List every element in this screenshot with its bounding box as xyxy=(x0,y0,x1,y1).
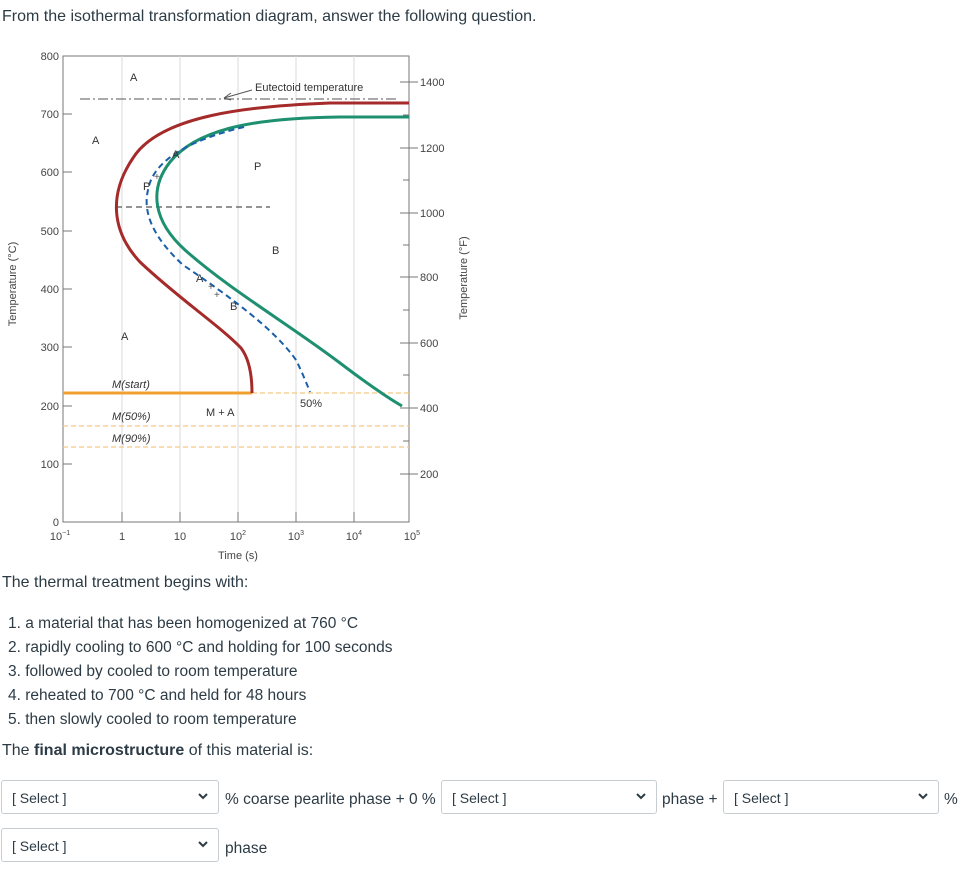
y-left-tick: 400 xyxy=(40,284,59,296)
select-value: [ Select ] xyxy=(734,790,789,806)
answer-select-3[interactable] xyxy=(723,780,939,814)
y-right-axis-label: Temperature (°F) xyxy=(458,236,470,320)
x-tick: $10^2$ xyxy=(229,530,247,543)
y-right-tick: 1200 xyxy=(420,143,445,155)
select-value: [ Select ] xyxy=(452,790,507,806)
question-prompt: From the isothermal transformation diagram, answer the following question. xyxy=(2,8,537,25)
chevron-down-icon xyxy=(196,837,210,851)
label-eutectoid: Eutectoid temperature xyxy=(255,82,364,94)
intro-text: The thermal treatment begins with: xyxy=(2,574,249,591)
chevron-down-icon xyxy=(196,789,210,803)
label-m-plus-a: M + A xyxy=(206,407,235,419)
x-tick: $10^{-1}$ xyxy=(49,530,71,543)
step-item: 2. rapidly cooling to 600 °C and holding for 100 seconds xyxy=(8,639,393,656)
label-m-start: M(start) xyxy=(112,379,150,391)
treatment-steps xyxy=(8,612,392,732)
label-a-left: A xyxy=(92,135,100,147)
step-item: 3. followed by cooled to room temperature xyxy=(8,663,298,680)
answer-select-2[interactable] xyxy=(441,780,657,814)
step-item: 4. reheated to 700 °C and held for 48 hours xyxy=(8,687,307,704)
chevron-down-icon xyxy=(634,789,648,803)
x-tick: 1 xyxy=(118,531,126,543)
x-tick: $10^4$ xyxy=(345,530,363,543)
label-path-b: B xyxy=(230,301,238,313)
label-p-right: P xyxy=(254,161,262,173)
y-left-tick: 200 xyxy=(40,401,59,413)
y-right-tick: 800 xyxy=(420,272,439,284)
label-m-90: M(90%) xyxy=(112,433,151,445)
x-tick: 10 xyxy=(173,531,187,543)
final-suffix: of this material is: xyxy=(184,742,314,759)
answer-select-4[interactable] xyxy=(1,828,219,862)
x-tick: $10^5$ xyxy=(403,530,421,543)
y-right-tick: 1400 xyxy=(420,77,445,89)
final-bold: final microstructure xyxy=(34,742,185,759)
final-prefix: The xyxy=(2,742,35,759)
y-left-tick: 800 xyxy=(40,51,59,63)
y-right-tick: 400 xyxy=(420,403,439,415)
answer-text-1: % coarse pearlite phase + 0 % xyxy=(225,791,436,808)
y-left-axis-label: Temperature (°C) xyxy=(7,241,19,327)
answer-text-2: phase + xyxy=(662,791,718,808)
label-path-a1: A xyxy=(172,149,180,161)
y-left-tick: 500 xyxy=(40,226,59,238)
y-left-tick: 300 xyxy=(40,342,59,354)
answer-text-4: phase xyxy=(225,840,268,857)
step-item: 1. a material that has been homogenized at 760 °C xyxy=(8,615,359,632)
y-left-tick: 700 xyxy=(40,109,59,121)
answer-text-3: % xyxy=(944,791,958,808)
svg-text:+: + xyxy=(214,290,220,301)
y-left-tick: 100 xyxy=(40,459,59,471)
y-right-tick: 1000 xyxy=(420,208,445,220)
x-axis-label: Time (s) xyxy=(218,550,258,562)
select-value: [ Select ] xyxy=(12,838,67,854)
svg-text:+: + xyxy=(208,282,214,293)
final-prompt xyxy=(2,742,313,760)
x-tick: $10^3$ xyxy=(287,530,305,543)
y-right-tick: 200 xyxy=(420,469,439,481)
label-pct-50: 50% xyxy=(300,398,323,410)
step-item: 5. then slowly cooled to room temperature xyxy=(8,711,297,728)
y-left-tick: 0 xyxy=(52,517,59,529)
chevron-down-icon xyxy=(916,789,930,803)
label-b: B xyxy=(272,245,280,257)
label-path-p: P xyxy=(143,181,151,193)
select-value: [ Select ] xyxy=(12,790,67,806)
svg-text:+: + xyxy=(154,172,160,183)
label-path-a2: A xyxy=(196,273,204,285)
label-m-50: M(50%) xyxy=(112,411,151,423)
y-left-tick: 600 xyxy=(40,167,59,179)
label-a-top: A xyxy=(130,72,138,84)
answer-select-1[interactable] xyxy=(1,780,219,814)
y-right-tick: 600 xyxy=(420,338,439,350)
label-a-low: A xyxy=(121,331,129,343)
isothermal-transformation-diagram xyxy=(0,40,500,570)
